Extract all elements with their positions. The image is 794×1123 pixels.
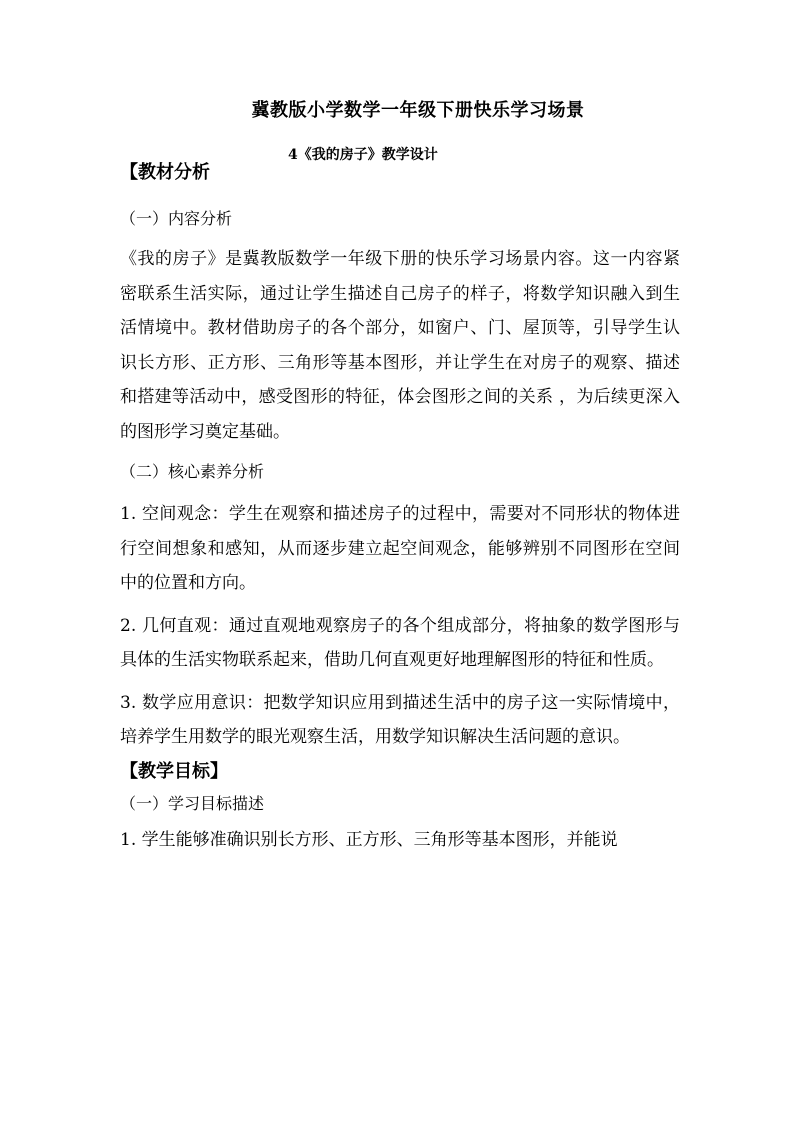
section-heading-textbook-analysis: 【教材分析 [120,162,210,183]
list-item-math-application: 3. 数学应用意识：把数学知识应用到描述生活中的房子这一实际情境中，培养学生用数学的眼光观察生活，用数学知识解决生活问题的意识。 [120,692,680,747]
list-item-spatial-concept: 1. 空间观念：学生在观察和描述房子的过程中，需要对不同形状的物体进行空间想象和感知，从而逐步建立起空间观念，能够辨别不同图形在空间中的位置和方向。 [120,504,680,593]
subheading-content-analysis: （一）内容分析 [120,209,233,228]
list-item-geometric-intuition: 2. 几何直观：通过直观地观察房子的各个组成部分，将抽象的数学图形与具体的生活实物联系起来，借助几何直观更好地理解图形的特征和性质。 [120,615,680,670]
document-title: 冀教版小学数学一年级下册快乐学习场景 [251,100,585,121]
subheading-core-literacy: （二）核心素养分析 [120,462,265,481]
subheading-learning-objectives: （一）学习目标描述 [120,793,265,813]
paragraph-content-analysis: 《我的房子》是冀教版数学一年级下册的快乐学习场景内容。这一内容紧密联系生活实际，通过让学生描述自己房子的样子，将数学知识融入到生活情境中。教材借助房子的各个部分，如窗户、门、屋顶等，引导学生认识长方形、正方形、三角形等基本图形，并让学生在对房子的观察、描述和搭建等活动中，感受图形的特征，体会图形之间的关系 ，为后续更深入的图形学习奠定基础。 [120,249,680,442]
list-item-objective-1: 1. 学生能够准确识别长方形、正方形、三角形等基本图形，并能说 [120,829,618,850]
document-subtitle: 4《我的房子》教学设计 [288,147,438,163]
section-heading-teaching-objectives: 【教学目标】 [120,760,228,782]
document-body [120,160,680,857]
